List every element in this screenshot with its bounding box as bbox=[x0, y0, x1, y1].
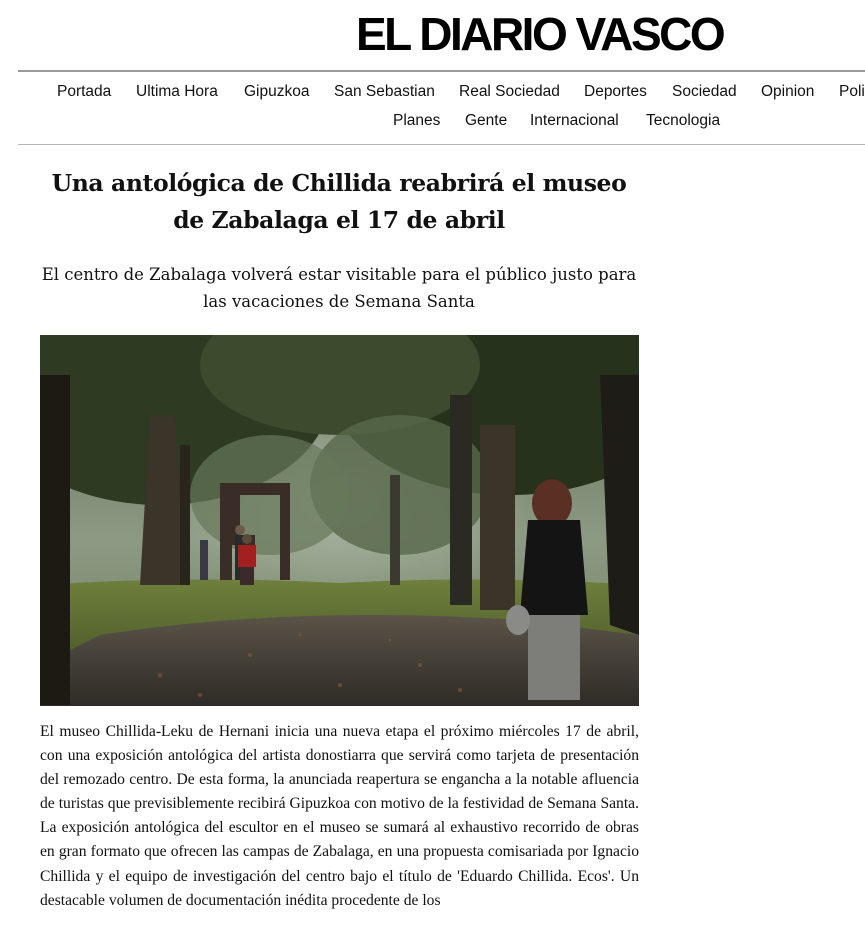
nav-link-planes[interactable]: Planes bbox=[393, 112, 441, 129]
nav-row-primary bbox=[0, 80, 865, 104]
nav-link-sociedad[interactable]: Sociedad bbox=[672, 83, 737, 100]
nav-bottom-divider bbox=[18, 144, 865, 145]
nav-link-politica[interactable]: Poli bbox=[839, 83, 865, 100]
article-subheadline: El centro de Zabalaga volverá estar visitable para el público justo para las vacaciones de Semana Santa bbox=[41, 265, 637, 311]
nav-link-opinion[interactable]: Opinion bbox=[761, 83, 815, 100]
park-sculpture-image bbox=[40, 335, 639, 706]
masthead bbox=[0, 0, 865, 70]
nav-top-divider bbox=[18, 70, 865, 72]
article-photo[interactable] bbox=[40, 335, 639, 706]
nav-link-san-sebastian[interactable]: San Sebastian bbox=[334, 83, 435, 100]
nav-link-internacional[interactable]: Internacional bbox=[530, 112, 619, 129]
nav-link-ultima-hora[interactable]: Ultima Hora bbox=[136, 83, 218, 100]
article-paragraph: El museo Chillida-Leku de Hernani inicia una nueva etapa el próximo miércoles 17 de abril, con una exposición antológica del artista donostiarra que servirá como tarjeta de presentación del remozado centro. De esta forma, la anunciada reapertura se engancha a la notable afluencia de turistas que previsiblemente recibirá Gipuzkoa con motivo de la festividad de Semana Santa. La exposición antológica del escultor en el museo se sumará al exhaustivo recorrido de obras en gran formato que ofrecen las campas de Zabalaga, en una propuesta comisariada por Ignacio Chillida y el equipo de investigación del centro bajo el título de 'Eduardo Chillida. Ecos'. Un destacable volumen de documentación inédita procedente de los bbox=[40, 723, 639, 909]
nav-link-gipuzkoa[interactable]: Gipuzkoa bbox=[244, 83, 310, 100]
nav-link-tecnologia[interactable]: Tecnologia bbox=[646, 112, 721, 129]
nav-link-deportes[interactable]: Deportes bbox=[584, 83, 647, 100]
site-logo[interactable]: EL DIARIO VASCO bbox=[356, 8, 724, 60]
nav-link-real-sociedad[interactable]: Real Sociedad bbox=[459, 83, 560, 100]
nav-link-gente[interactable]: Gente bbox=[465, 112, 508, 129]
article-headline: Una antológica de Chillida reabrirá el museo de Zabalaga el 17 de abril bbox=[51, 169, 627, 234]
nav-link-portada[interactable]: Portada bbox=[57, 83, 112, 100]
article bbox=[38, 165, 640, 311]
article-body bbox=[40, 720, 639, 913]
nav-row-secondary bbox=[0, 109, 865, 133]
